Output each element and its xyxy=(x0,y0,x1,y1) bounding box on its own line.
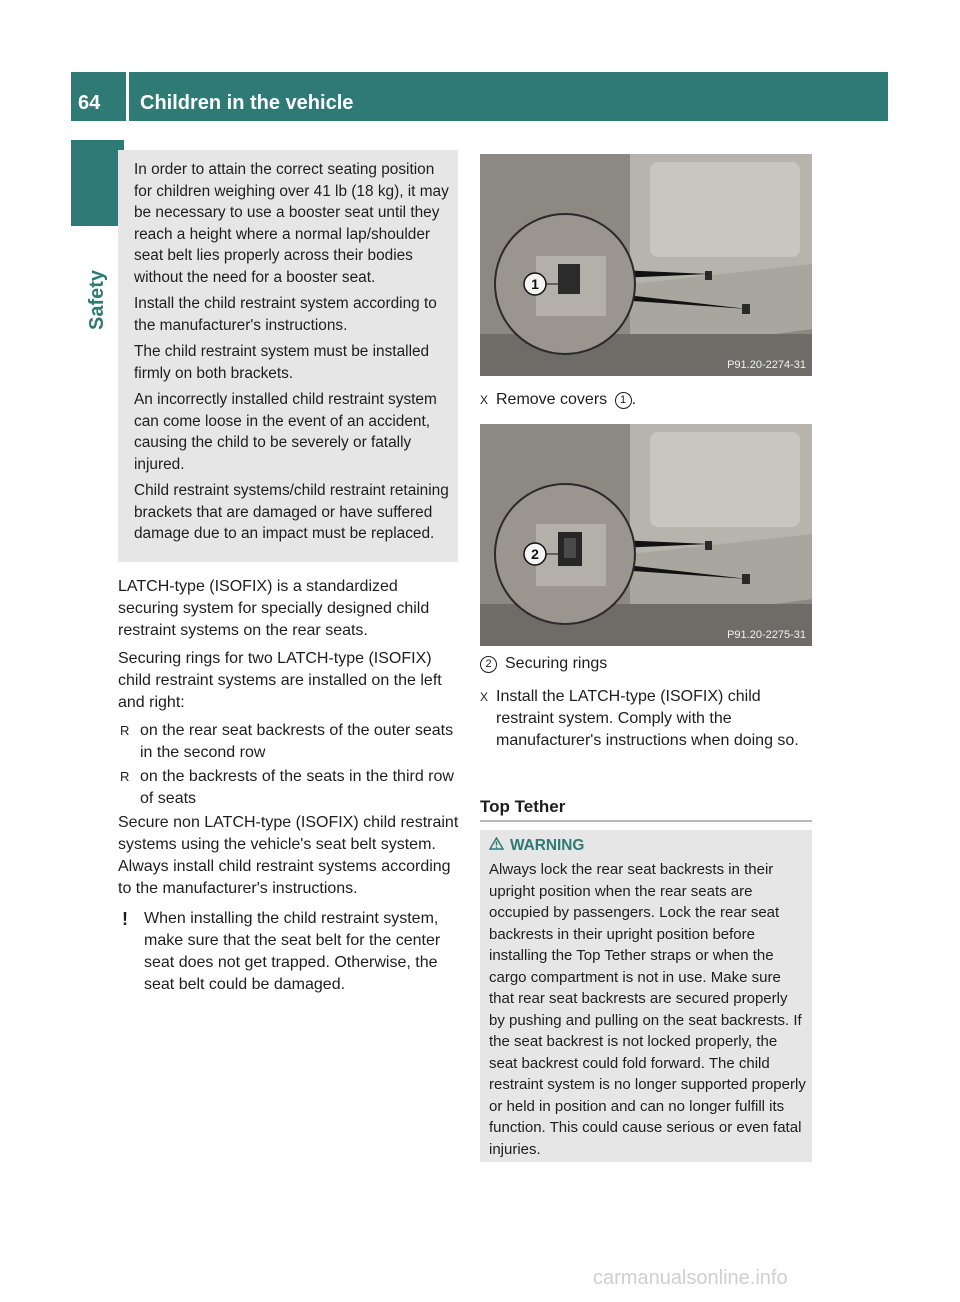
list-item-text: on the backrests of the seats in the third row of seats xyxy=(140,768,454,807)
exclamation-icon: ! xyxy=(122,909,128,929)
note xyxy=(118,908,462,996)
figure-code: P91.20-2275-31 xyxy=(727,629,806,641)
step-remove-covers xyxy=(480,389,812,411)
step-text: Remove covers xyxy=(496,391,608,408)
step-text: Install the LATCH-type (ISOFIX) child restraint system. Comply with the manufacturer's instructions when doing so. xyxy=(496,688,799,749)
side-label: Safety xyxy=(86,269,108,330)
bullet-icon: R xyxy=(120,723,130,738)
body-paragraph: Securing rings for two LATCH-type (ISOFIX) child restraint systems are installed on the left and right: xyxy=(118,650,442,711)
legend-text: Securing rings xyxy=(505,655,608,672)
figure-code: P91.20-2274-31 xyxy=(727,359,806,371)
callout-1-icon: 1 xyxy=(615,392,632,409)
bullet-icon: R xyxy=(120,769,130,784)
seat-photo-rings xyxy=(480,424,812,646)
figure-legend xyxy=(480,653,812,675)
step-install xyxy=(480,686,812,752)
step-arrow-icon: X xyxy=(480,393,489,407)
step-end: . xyxy=(631,391,637,408)
warning-triangle-icon xyxy=(489,836,504,856)
warning-paragraph: The child restraint system must be installed firmly on both brackets. xyxy=(134,343,430,382)
warning-title: WARNING xyxy=(510,837,585,854)
subheading-rule xyxy=(480,820,812,822)
warning-text: Always lock the rear seat backrests in their upright position when the rear seats are occupied by passengers. Lock the rear seat backrests in their upright position before installing the Top Tether straps or when the cargo compartment is not in use. Make sure that rear seat backrests are secured properly by pushing and pulling on the seat backrests. If the seat backrest is not locked properly, the seat backrest could fold forward. The child restraint system is no longer supported properly or held in position and can no longer fulfill its function. This could cause serious or even fatal injuries. xyxy=(489,861,806,1158)
seat-illustration xyxy=(480,424,812,646)
top-tether-warning-box xyxy=(480,830,812,1162)
list-item-text: on the rear seat backrests of the outer seats in the second row xyxy=(140,722,454,761)
section-title: Children in the vehicle xyxy=(140,92,354,114)
seat-illustration xyxy=(480,154,812,376)
warning-paragraph: An incorrectly installed child restraint system can come loose in the event of an accident, causing the child to be severely or fatally injured. xyxy=(134,391,437,473)
body-paragraph: LATCH-type (ISOFIX) is a standardized securing system for specially designed child restraint systems on the rear seats. xyxy=(118,578,430,639)
step-item xyxy=(480,686,812,752)
list-item xyxy=(118,720,462,764)
callout-label: 2 xyxy=(531,546,539,562)
warning-paragraph: Install the child restraint system according to the manufacturer's instructions. xyxy=(134,295,437,334)
left-warning-box xyxy=(118,150,458,562)
step-item xyxy=(480,389,812,411)
subheading-top-tether: Top Tether xyxy=(480,797,566,816)
warning-paragraph: Child restraint systems/child restraint retaining brackets that are damaged or have suffered damage due to an impact must be replaced. xyxy=(134,482,449,542)
watermark: carmanualsonline.info xyxy=(593,1267,788,1289)
legend-item xyxy=(480,653,812,675)
callout-label: 1 xyxy=(531,276,539,292)
header-divider xyxy=(126,72,129,121)
step-arrow-icon: X xyxy=(480,690,489,704)
page-number: 64 xyxy=(78,92,101,114)
warning-heading xyxy=(489,836,806,856)
body-paragraph: Secure non LATCH-type (ISOFIX) child restraint systems using the vehicle's seat belt system. Always install child restraint systems according to the manufacturer's instructions. xyxy=(118,814,459,897)
left-body xyxy=(118,576,462,1002)
list-item xyxy=(118,766,462,810)
callout-2-icon: 2 xyxy=(480,656,497,673)
note-text: When installing the child restraint system, make sure that the seat belt for the center seat does not get trapped. Otherwise, the seat belt could be damaged. xyxy=(144,910,441,993)
warning-paragraph: In order to attain the correct seating position for children weighing over 41 lb (18 kg), it may be necessary to use a booster seat until they reach a height where a normal lap/shoulder seat belt lies properly across their bodies without the need for a booster seat. xyxy=(134,161,449,286)
seat-photo-covers xyxy=(480,154,812,376)
